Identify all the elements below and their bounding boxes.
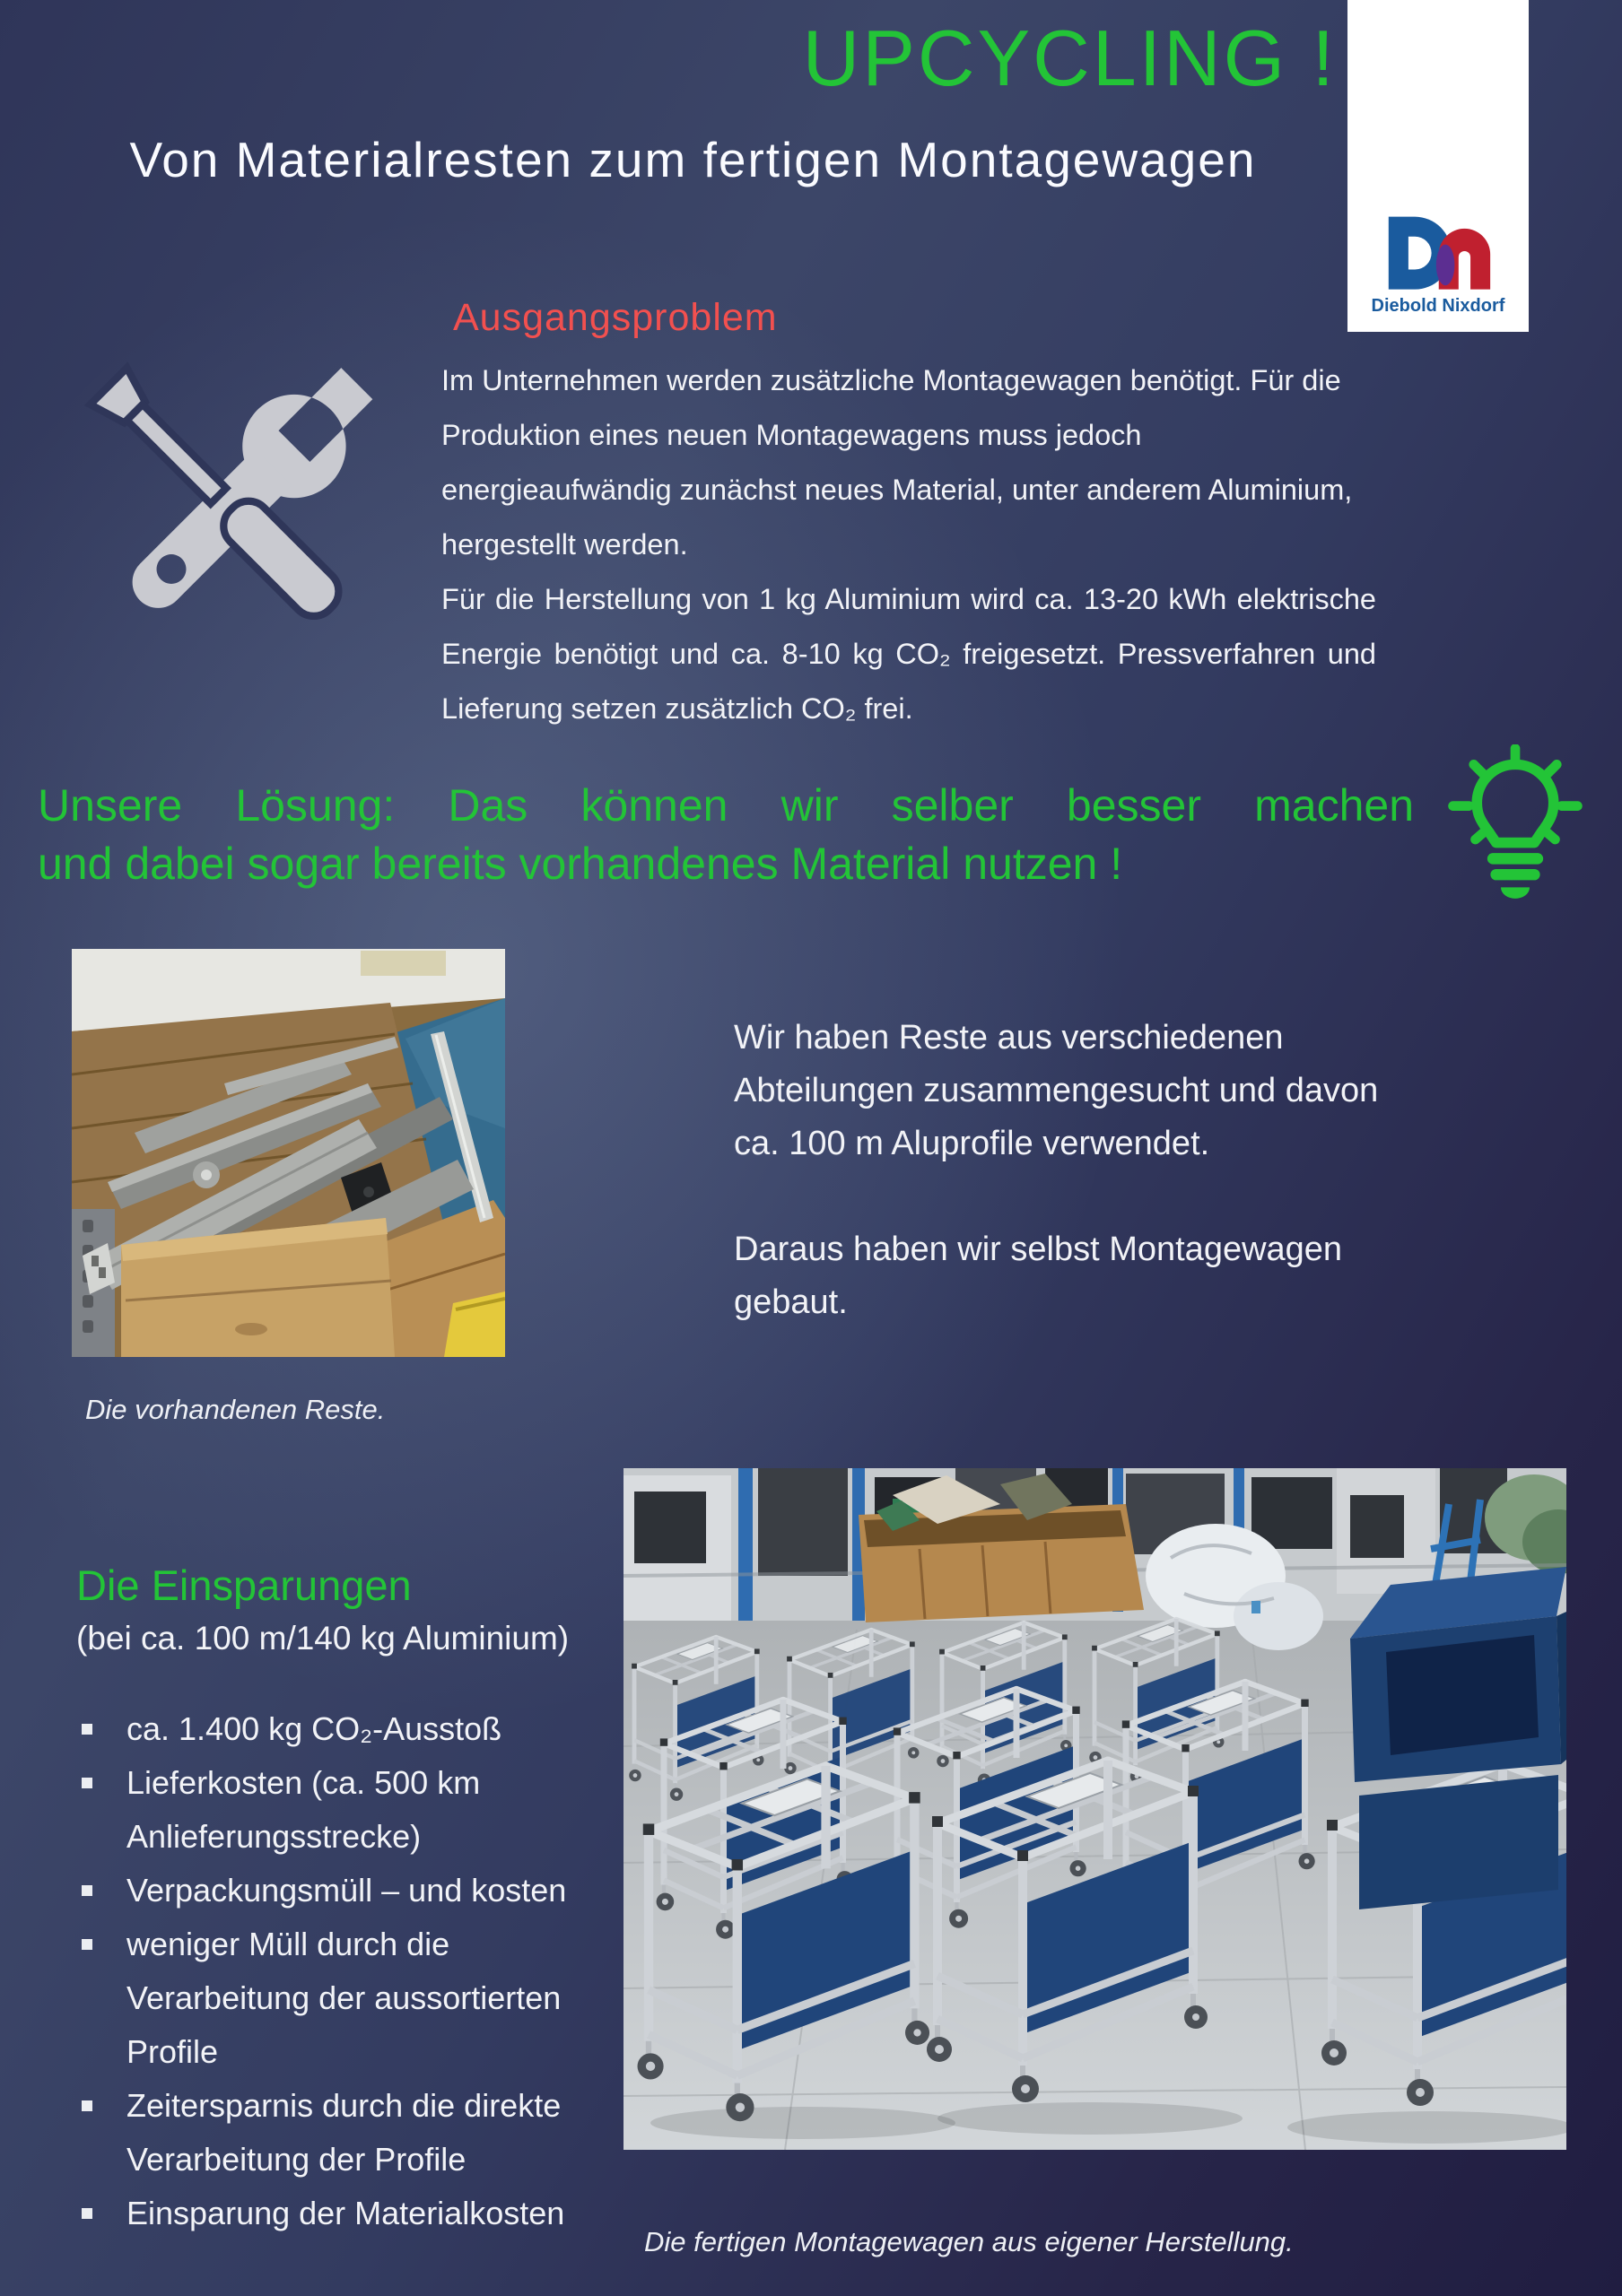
savings-list <box>76 1702 604 2240</box>
logo-wordmark: Diebold Nixdorf <box>1371 296 1505 316</box>
savings-subheading: (bei ca. 100 m/140 kg Aluminium) <box>76 1620 570 1657</box>
problem-heading: Ausgangsproblem <box>453 296 778 339</box>
savings-item: weniger Müll durch die Verarbeitung der aussortierten Profile <box>76 1918 604 2079</box>
solution-heading <box>38 777 1414 893</box>
problem-text <box>441 353 1376 736</box>
savings-item: Zeitersparnis durch die direkte Verarbeitung der Profile <box>76 2079 604 2187</box>
solution-paragraph-1: Wir haben Reste aus verschiedenen Abteilungen zusammengesucht und davon ca. 100 m Aluprofile verwendet. <box>734 1019 1379 1162</box>
savings-item: Verpackungsmüll – und kosten <box>76 1864 604 1918</box>
savings-item: Einsparung der Materialkosten <box>76 2187 604 2240</box>
savings-heading: Die Einsparungen <box>76 1561 412 1609</box>
problem-paragraph-2: Für die Herstellung von 1 kg Aluminium wird ca. 13-20 kWh elektrische Energie benötigt und ca. 8-10 kg CO₂ freigesetzt. Pressverfahren und Lieferung setzen zusätzlich CO₂ frei. <box>441 583 1376 725</box>
page-subtitle: Von Materialresten zum fertigen Montagewagen <box>129 132 1257 187</box>
carts-photo-caption: Die fertigen Montagewagen aus eigener Herstellung. <box>644 2226 1294 2257</box>
problem-paragraph-1: Im Unternehmen werden zusätzliche Montagewagen benötigt. Für die Produktion eines neuen Montagewagens muss jedoch energieaufwändig zunächst neues Material, unter anderem Aluminium, hergestellt werden. <box>441 364 1353 561</box>
brand-strip <box>1347 0 1529 332</box>
diebold-nixdorf-logo-icon <box>1372 213 1504 296</box>
solution-body <box>734 1012 1411 1329</box>
page-title: UPCYCLING ! <box>802 13 1337 102</box>
savings-item: ca. 1.400 kg CO₂-Ausstoß <box>76 1702 604 1756</box>
scrap-material-photo <box>72 949 505 1357</box>
solution-heading-line2: und dabei sogar bereits vorhandenes Material nutzen ! <box>38 839 1123 889</box>
lightbulb-icon <box>1435 744 1595 906</box>
finished-carts-photo <box>624 1468 1566 2150</box>
solution-heading-line1: Unsere Lösung: Das können wir selber besser machen <box>38 780 1414 831</box>
solution-paragraph-2: Daraus haben wir selbst Montagewagen gebaut. <box>734 1231 1343 1321</box>
tools-icon <box>47 323 416 695</box>
scrap-photo-caption: Die vorhandenen Reste. <box>85 1394 386 1425</box>
savings-item: Lieferkosten (ca. 500 km Anlieferungsstrecke) <box>76 1756 604 1864</box>
